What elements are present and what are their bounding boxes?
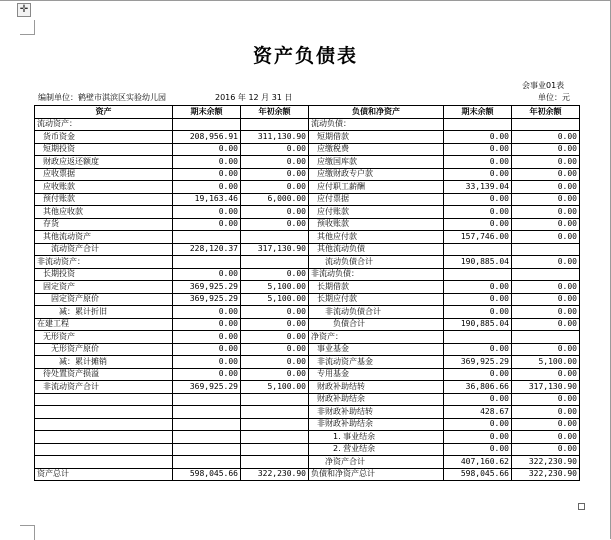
asset-label: 长期投资: [35, 268, 173, 281]
asset-label: 非流动资产合计: [35, 381, 173, 394]
asset-begin-balance: 317,130.90: [241, 243, 309, 256]
asset-end-balance: 0.00: [173, 306, 241, 319]
asset-label: 短期投资: [35, 143, 173, 156]
liability-begin-balance: 0.00: [512, 343, 580, 356]
liability-end-balance: 0.00: [444, 393, 512, 406]
asset-label: 固定资产原价: [35, 293, 173, 306]
asset-begin-balance: [241, 406, 309, 419]
liability-label: 净资产合计: [309, 456, 444, 469]
liability-begin-balance: 317,130.90: [512, 381, 580, 394]
asset-begin-balance: [241, 418, 309, 431]
table-row: [35, 331, 580, 344]
balance-sheet-table: [34, 105, 580, 481]
liability-label: 财政补助结余: [309, 393, 444, 406]
liability-begin-balance: 0.00: [512, 418, 580, 431]
document-title: 资产负债表: [252, 45, 358, 67]
currency-unit: 单位：元: [538, 93, 570, 102]
liability-begin-balance: 0.00: [512, 406, 580, 419]
liability-end-balance: 36,806.66: [444, 381, 512, 394]
liability-begin-balance: 5,100.00: [512, 356, 580, 369]
asset-begin-balance: [241, 256, 309, 269]
table-row: [35, 306, 580, 319]
report-date: 2016 年 12 月 31 日: [215, 93, 293, 102]
liability-label: 非流动资产基金: [309, 356, 444, 369]
table-row: [35, 418, 580, 431]
liability-label: 应缴财政专户款: [309, 168, 444, 181]
table-row: [35, 318, 580, 331]
liability-begin-balance: 0.00: [512, 156, 580, 169]
liability-begin-balance: 0.00: [512, 431, 580, 444]
liability-label: 非财政补助结余: [309, 418, 444, 431]
asset-begin-balance: 0.00: [241, 356, 309, 369]
asset-end-balance: 369,925.29: [173, 293, 241, 306]
table-row: [35, 468, 580, 481]
liability-end-balance: [444, 118, 512, 131]
liability-end-balance: 190,885.04: [444, 318, 512, 331]
page-corner-mark-top-left: [20, 20, 35, 35]
table-row: [35, 131, 580, 144]
asset-end-balance: [173, 256, 241, 269]
liability-label: 流动负债：: [309, 118, 444, 131]
liability-end-balance: 0.00: [444, 193, 512, 206]
asset-end-balance: 369,925.29: [173, 381, 241, 394]
liability-begin-balance: 322,230.90: [512, 468, 580, 481]
liability-label: 其他流动负债: [309, 243, 444, 256]
asset-end-balance: 598,045.66: [173, 468, 241, 481]
page-corner-mark-bottom-left: [20, 525, 35, 540]
col-header-liability-end-balance: 期末余额: [444, 106, 512, 119]
table-row: [35, 343, 580, 356]
liability-begin-balance: [512, 268, 580, 281]
liability-label: 非流动负债：: [309, 268, 444, 281]
asset-begin-balance: 0.00: [241, 181, 309, 194]
asset-begin-balance: 0.00: [241, 218, 309, 231]
asset-label: [35, 406, 173, 419]
col-header-liabilities: 负债和净资产: [309, 106, 444, 119]
liability-label: 应缴国库款: [309, 156, 444, 169]
asset-begin-balance: [241, 231, 309, 244]
liability-end-balance: 0.00: [444, 306, 512, 319]
asset-end-balance: 208,956.91: [173, 131, 241, 144]
liability-end-balance: 33,139.04: [444, 181, 512, 194]
liability-end-balance: 0.00: [444, 443, 512, 456]
asset-begin-balance: 5,100.00: [241, 381, 309, 394]
liability-label: 2. 营业结余: [309, 443, 444, 456]
asset-label: 应收票据: [35, 168, 173, 181]
liability-label: 1. 事业结余: [309, 431, 444, 444]
table-row: [35, 168, 580, 181]
asset-end-balance: 228,120.37: [173, 243, 241, 256]
liability-end-balance: 0.00: [444, 218, 512, 231]
asset-label: 货币资金: [35, 131, 173, 144]
liability-begin-balance: 0.00: [512, 306, 580, 319]
asset-end-balance: 0.00: [173, 156, 241, 169]
asset-label: 在建工程: [35, 318, 173, 331]
liability-end-balance: 0.00: [444, 156, 512, 169]
table-row: [35, 118, 580, 131]
asset-label: 预付账款: [35, 193, 173, 206]
liability-end-balance: 0.00: [444, 368, 512, 381]
liability-end-balance: 0.00: [444, 293, 512, 306]
asset-begin-balance: 5,100.00: [241, 293, 309, 306]
liability-begin-balance: [512, 118, 580, 131]
table-row: [35, 393, 580, 406]
table-row: [35, 431, 580, 444]
liability-begin-balance: [512, 331, 580, 344]
table-row: [35, 443, 580, 456]
asset-begin-balance: 322,230.90: [241, 468, 309, 481]
liability-label: 事业基金: [309, 343, 444, 356]
asset-end-balance: [173, 231, 241, 244]
asset-end-balance: 0.00: [173, 143, 241, 156]
asset-begin-balance: [241, 393, 309, 406]
asset-end-balance: [173, 443, 241, 456]
liability-label: 预收账款: [309, 218, 444, 231]
asset-label: 减：累计摊销: [35, 356, 173, 369]
asset-begin-balance: 0.00: [241, 343, 309, 356]
asset-end-balance: [173, 406, 241, 419]
asset-end-balance: 19,163.46: [173, 193, 241, 206]
asset-end-balance: [173, 393, 241, 406]
asset-label: 流动资产：: [35, 118, 173, 131]
asset-label: 其他流动资产: [35, 231, 173, 244]
table-row: [35, 231, 580, 244]
liability-begin-balance: 0.00: [512, 181, 580, 194]
liability-end-balance: 0.00: [444, 168, 512, 181]
asset-label: 流动资产合计: [35, 243, 173, 256]
asset-label: 财政应返还额度: [35, 156, 173, 169]
asset-label: [35, 431, 173, 444]
asset-label: [35, 456, 173, 469]
liability-label: 流动负债合计: [309, 256, 444, 269]
asset-begin-balance: 5,100.00: [241, 281, 309, 294]
asset-label: 待处置资产损溢: [35, 368, 173, 381]
liability-begin-balance: 0.00: [512, 281, 580, 294]
liability-begin-balance: 0.00: [512, 443, 580, 456]
asset-end-balance: [173, 418, 241, 431]
liability-begin-balance: 322,230.90: [512, 456, 580, 469]
table-row: [35, 256, 580, 269]
liability-label: 短期借款: [309, 131, 444, 144]
asset-end-balance: 0.00: [173, 356, 241, 369]
form-code: 会事业01表: [522, 81, 565, 90]
asset-end-balance: 369,925.29: [173, 281, 241, 294]
liability-label: 长期借款: [309, 281, 444, 294]
asset-end-balance: 0.00: [173, 343, 241, 356]
asset-label: [35, 393, 173, 406]
asset-begin-balance: 0.00: [241, 143, 309, 156]
liability-begin-balance: 0.00: [512, 318, 580, 331]
asset-label: 资产总计: [35, 468, 173, 481]
asset-begin-balance: [241, 431, 309, 444]
asset-end-balance: 0.00: [173, 168, 241, 181]
col-header-assets: 资产: [35, 106, 173, 119]
table-row: [35, 381, 580, 394]
asset-label: 固定资产: [35, 281, 173, 294]
table-row: [35, 268, 580, 281]
asset-begin-balance: 0.00: [241, 368, 309, 381]
liability-begin-balance: 0.00: [512, 393, 580, 406]
asset-end-balance: [173, 118, 241, 131]
asset-label: 存货: [35, 218, 173, 231]
asset-begin-balance: 0.00: [241, 156, 309, 169]
table-row: [35, 293, 580, 306]
asset-label: 无形资产原价: [35, 343, 173, 356]
asset-end-balance: 0.00: [173, 331, 241, 344]
liability-label: 专用基金: [309, 368, 444, 381]
asset-end-balance: [173, 456, 241, 469]
asset-label: [35, 418, 173, 431]
table-row: [35, 193, 580, 206]
asset-end-balance: [173, 431, 241, 444]
liability-end-balance: 190,885.04: [444, 256, 512, 269]
asset-begin-balance: 6,000.00: [241, 193, 309, 206]
window-top-border: [0, 0, 611, 1]
liability-begin-balance: 0.00: [512, 193, 580, 206]
liability-begin-balance: 0.00: [512, 143, 580, 156]
liability-label: 负债合计: [309, 318, 444, 331]
liability-end-balance: [444, 331, 512, 344]
liability-label: 应缴税费: [309, 143, 444, 156]
table-row: [35, 218, 580, 231]
asset-begin-balance: 311,130.90: [241, 131, 309, 144]
liability-end-balance: 428.67: [444, 406, 512, 419]
liability-begin-balance: 0.00: [512, 368, 580, 381]
asset-begin-balance: [241, 443, 309, 456]
liability-label: 净资产：: [309, 331, 444, 344]
liability-label: 长期应付款: [309, 293, 444, 306]
liability-begin-balance: 0.00: [512, 218, 580, 231]
asset-end-balance: 0.00: [173, 318, 241, 331]
asset-begin-balance: 0.00: [241, 206, 309, 219]
liability-label: 应付账款: [309, 206, 444, 219]
table-row: [35, 406, 580, 419]
asset-end-balance: 0.00: [173, 181, 241, 194]
asset-label: 非流动资产：: [35, 256, 173, 269]
liability-begin-balance: 0.00: [512, 206, 580, 219]
asset-label: 减：累计折旧: [35, 306, 173, 319]
liability-end-balance: 0.00: [444, 143, 512, 156]
asset-begin-balance: 0.00: [241, 168, 309, 181]
reporting-unit: 编制单位：鹤壁市淇滨区实验幼儿园: [38, 93, 166, 102]
liability-label: 负债和净资产总计: [309, 468, 444, 481]
table-row: [35, 356, 580, 369]
liability-begin-balance: 0.00: [512, 231, 580, 244]
asset-begin-balance: 0.00: [241, 331, 309, 344]
asset-begin-balance: [241, 118, 309, 131]
liability-label: 其他应付款: [309, 231, 444, 244]
table-row: [35, 243, 580, 256]
table-row: [35, 281, 580, 294]
liability-end-balance: 0.00: [444, 206, 512, 219]
table-row: [35, 181, 580, 194]
liability-end-balance: 369,925.29: [444, 356, 512, 369]
table-resize-handle-icon[interactable]: [578, 503, 585, 510]
liability-begin-balance: 0.00: [512, 293, 580, 306]
liability-label: 应付票据: [309, 193, 444, 206]
asset-end-balance: 0.00: [173, 368, 241, 381]
liability-end-balance: 598,045.66: [444, 468, 512, 481]
table-row: [35, 206, 580, 219]
liability-begin-balance: 0.00: [512, 256, 580, 269]
liability-end-balance: 0.00: [444, 418, 512, 431]
liability-label: 非财政补助结转: [309, 406, 444, 419]
asset-end-balance: 0.00: [173, 206, 241, 219]
liability-end-balance: 157,746.00: [444, 231, 512, 244]
asset-begin-balance: 0.00: [241, 318, 309, 331]
liability-end-balance: 0.00: [444, 131, 512, 144]
liability-begin-balance: [512, 243, 580, 256]
table-move-handle-icon[interactable]: ✛: [17, 3, 31, 17]
liability-begin-balance: 0.00: [512, 168, 580, 181]
table-row: [35, 143, 580, 156]
asset-label: 其他应收款: [35, 206, 173, 219]
liability-end-balance: 0.00: [444, 281, 512, 294]
asset-end-balance: 0.00: [173, 268, 241, 281]
col-header-asset-end-balance: 期末余额: [173, 106, 241, 119]
asset-label: [35, 443, 173, 456]
asset-label: 无形资产: [35, 331, 173, 344]
header-row: [35, 106, 580, 119]
asset-begin-balance: [241, 456, 309, 469]
liability-end-balance: [444, 268, 512, 281]
liability-label: 应付职工薪酬: [309, 181, 444, 194]
col-header-asset-begin-balance: 年初余额: [241, 106, 309, 119]
asset-begin-balance: 0.00: [241, 268, 309, 281]
liability-end-balance: [444, 243, 512, 256]
liability-label: 非流动负债合计: [309, 306, 444, 319]
table-row: [35, 456, 580, 469]
liability-end-balance: 0.00: [444, 431, 512, 444]
liability-end-balance: 407,160.62: [444, 456, 512, 469]
asset-end-balance: 0.00: [173, 218, 241, 231]
liability-label: 财政补助结转: [309, 381, 444, 394]
table-row: [35, 156, 580, 169]
table-body: [35, 118, 580, 481]
table-row: [35, 368, 580, 381]
asset-begin-balance: 0.00: [241, 306, 309, 319]
liability-begin-balance: 0.00: [512, 131, 580, 144]
col-header-liability-begin-balance: 年初余额: [512, 106, 580, 119]
liability-end-balance: 0.00: [444, 343, 512, 356]
asset-label: 应收账款: [35, 181, 173, 194]
